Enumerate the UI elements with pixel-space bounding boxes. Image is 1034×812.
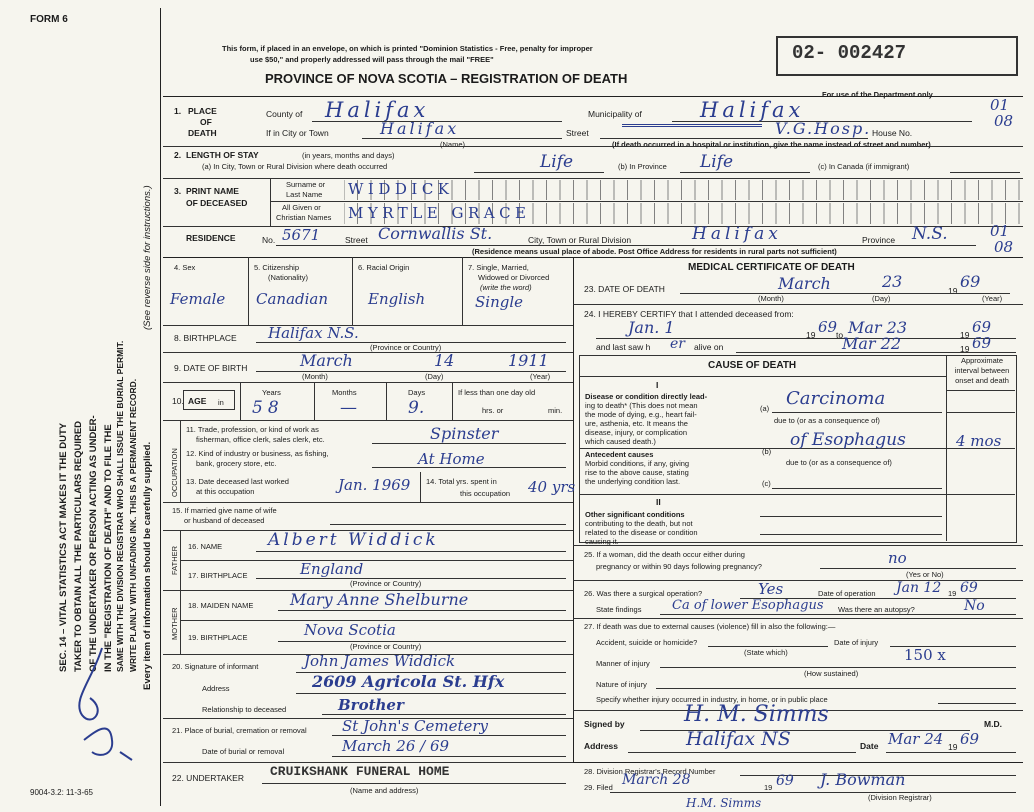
sidebar-line-3: OF THE UNDERTAKER OR PERSON ACTING AS UNDER- (88, 415, 99, 672)
residence-no-label: No. (262, 235, 276, 245)
cause-c-label: (c) (762, 479, 771, 488)
city-name-caption: (Name) (440, 140, 466, 149)
relationship-label: Relationship to deceased (202, 705, 287, 714)
q21-label: 21. Place of burial, cremation or removal (172, 726, 307, 735)
residence-street-value: Cornwallis St. (378, 224, 493, 243)
antecedent-label-4: the underlying condition last. (585, 477, 681, 486)
birthplace-value: Halifax N.S. (268, 324, 359, 342)
disease-label-5: disease, injury, or complication (585, 428, 687, 437)
sidebar-line-8: (See reverse side for instructions.) (142, 185, 153, 330)
q11-label-2: fisherman, office clerk, sales clerk, etc. (196, 435, 325, 444)
age-label: AGE (188, 396, 207, 406)
q24-label: 24. I HEREBY CERTIFY that I attended deceased from: (584, 309, 794, 319)
q26-label: 26. Was there a surgical operation? (584, 589, 703, 598)
q23-day-caption: (Day) (872, 294, 891, 303)
autopsy-label: Was there an autopsy? (838, 605, 915, 614)
residence-label: RESIDENCE (186, 233, 236, 243)
yes-no-caption: (Yes or No) (906, 570, 944, 579)
name-number: 3. (174, 186, 182, 196)
injury-date-label: Date of injury (834, 638, 879, 647)
dob-year-caption: (Year) (530, 372, 551, 381)
name-label-2: OF DECEASED (186, 198, 248, 208)
q20-value: John James Widdick (304, 652, 456, 670)
dob-year: 1911 (508, 351, 549, 370)
q24-to-year: 69 (972, 318, 992, 336)
place-label-3: DEATH (188, 128, 217, 138)
q24-to-prefix: 19 (960, 330, 970, 340)
dob-day-caption: (Day) (425, 372, 444, 381)
last-saw-label: and last saw h (596, 342, 651, 352)
racial-label: 6. Racial Origin (358, 263, 410, 272)
stay-number: 2. (174, 150, 182, 160)
op-year-prefix: 19 (948, 589, 957, 598)
marital-label-3: (write the word) (480, 283, 532, 292)
q18-value: Mary Anne Shelburne (290, 590, 469, 609)
q13-value: Jan. 1969 (338, 476, 411, 494)
q29-label: 29. Filed (584, 783, 613, 792)
q11-value: Spinster (430, 424, 499, 443)
less-than-day-label: If less than one day old (458, 388, 536, 397)
q13-label-2: at this occupation (196, 487, 255, 496)
municipality-value: Halifax (700, 98, 805, 122)
envelope-note-1: This form, if placed in an envelope, on which is printed "Dominion Statistics - Free, penalty for improper (222, 44, 593, 53)
medical-header: MEDICAL CERTIFICATE OF DEATH (688, 262, 855, 273)
cause-a-value: Carcinoma (786, 388, 886, 409)
informant-address: 2609 Agricola St. Hfx (312, 672, 505, 691)
filed-year-value: 69 (776, 773, 794, 789)
accident-label: Accident, suicide or homicide? (596, 638, 698, 647)
q24-to-label: to (836, 330, 844, 340)
other-label-4: causing it. (585, 537, 619, 546)
cause-a-label: (a) (760, 404, 770, 413)
op-date-value: Jan 12 (896, 580, 942, 596)
q14-value: 40 yrs (528, 478, 576, 496)
racial-value: English (368, 290, 426, 308)
county-value: Halifax (325, 98, 430, 122)
signer-address-label: Address (584, 741, 619, 751)
other-label-1: Other significant conditions (585, 510, 685, 519)
q20-label: 20. Signature of informant (172, 662, 259, 671)
disease-label-3: the mode of dying, e.g., heart fail- (585, 410, 697, 419)
dob-day: 14 (434, 351, 455, 370)
q25-label-2: pregnancy or within 90 days following pregnancy? (596, 562, 762, 571)
disease-label-6: which caused death.) (585, 437, 656, 446)
last-saw-pronoun: er (670, 336, 685, 352)
surname-label-2: Last Name (286, 190, 323, 199)
q17-caption: (Province or Country) (350, 579, 422, 588)
street-value: V.G.Hosp. (775, 119, 872, 138)
stay-province-value: Life (700, 152, 734, 172)
q16-label: 16. NAME (188, 542, 223, 551)
stay-hint: (in years, months and days) (302, 151, 395, 160)
residence-city-label: City, Town or Rural Division (528, 235, 632, 245)
state-which-caption: (State which) (744, 648, 788, 657)
form-title: PROVINCE OF NOVA SCOTIA – REGISTRATION OF DEATH (265, 71, 628, 86)
q15-label-1: 15. If married give name of wife (172, 506, 277, 515)
roman-one: I (656, 380, 659, 390)
q23-month: March (778, 274, 831, 293)
q24-from-prefix: 19 (806, 330, 816, 340)
filed-date-value: March 28 (622, 772, 691, 788)
signed-date-label: Date (860, 741, 879, 751)
q23-year: 69 (960, 272, 981, 291)
marital-label-1: 7. Single, Married, (468, 263, 529, 272)
bottom-signature: H.M. Simms (686, 796, 762, 810)
q13-label-1: 13. Date deceased last worked (186, 477, 289, 486)
sidebar-line-1: SEC. 14 – VITAL STATISTICS ACT MAKES IT THE DUTY (58, 422, 69, 672)
street-strikethrough (622, 124, 762, 135)
due-to-a: due to (or as a consequence of) (774, 416, 880, 425)
residence-city-value: Halifax (692, 224, 782, 244)
q14-label-2: this occupation (460, 489, 511, 498)
q24-to: Mar 23 (848, 318, 908, 337)
left-margin-rule (160, 8, 161, 806)
q25-label-1: 25. If a woman, did the death occur either during (584, 550, 745, 559)
q19-value: Nova Scotia (304, 621, 396, 639)
residence-note: (Residence means usual place of abode. Post Office Address for residents in rural parts not sufficient) (472, 247, 837, 256)
years-caption: Years (262, 388, 281, 397)
column-divider (573, 257, 574, 762)
days-caption: Days (408, 388, 426, 397)
stay-city-label: (a) In City, Town or Rural Division where death occurred (202, 162, 388, 171)
last-saw-prefix: 19 (960, 344, 970, 354)
other-label-3: related to the disease or condition (585, 528, 698, 537)
place-code-2: 08 (994, 112, 1014, 130)
birthplace-sub: (Province or Country) (370, 343, 442, 352)
autopsy-value: No (964, 598, 985, 614)
stay-province-label: (b) In Province (618, 162, 667, 171)
signed-date-value: Mar 24 (888, 730, 944, 748)
q14-label-1: 14. Total yrs. spent in (426, 477, 497, 486)
filed-year-prefix: 19 (764, 783, 773, 792)
informant-address-label: Address (202, 684, 230, 693)
dob-label: 9. DATE OF BIRTH (174, 363, 248, 373)
q12-label-1: 12. Kind of industry or business, as fishing, (186, 449, 329, 458)
marital-value: Single (475, 293, 524, 311)
place-label-2: OF (200, 117, 212, 127)
signed-by-value: H. M. Simms (684, 702, 829, 727)
other-label-2: contributing to the death, but not (585, 519, 693, 528)
q21-value: St John's Cemetery (342, 717, 489, 735)
last-saw-date: Mar 22 (842, 334, 902, 353)
place-number: 1. (174, 106, 182, 116)
last-saw-year: 69 (972, 334, 992, 352)
q15-label-2: or husband of deceased (184, 516, 265, 525)
manner-value: 150 x (904, 646, 946, 664)
antecedent-label-3: rise to the above cause, stating (585, 468, 689, 477)
surname-label-1: Surname or (286, 180, 326, 189)
father-section-label: FATHER (170, 545, 179, 575)
sidebar-line-4: IN THE "REGISTRATION OF DEATH" AND TO FILE THE (103, 424, 114, 672)
dob-month-caption: (Month) (302, 372, 328, 381)
registrar-caption: (Division Registrar) (868, 793, 932, 802)
due-to-b: due to (or as a consequence of) (786, 458, 892, 467)
months-caption: Months (332, 388, 357, 397)
citizenship-sub: (Nationality) (268, 273, 309, 282)
undertaker-stamp: CRUIKSHANK FUNERAL HOME (270, 764, 450, 779)
q17-value: England (300, 560, 364, 578)
header-rule (163, 96, 1023, 97)
signed-year-value: 69 (960, 730, 980, 748)
municipality-label: Municipality of (588, 109, 642, 119)
residence-no-value: 5671 (282, 226, 321, 244)
cause-b-label: (b) (762, 447, 772, 456)
age-in-label: in (218, 398, 224, 407)
disease-label-2: ing to death* (This does not mean (585, 401, 698, 410)
minutes-label: min. (548, 406, 563, 415)
q21b-value: March 26 / 69 (342, 737, 450, 755)
q24-from: Jan. 1 (628, 318, 675, 337)
county-label: County of (266, 109, 303, 119)
q19-label: 19. BIRTHPLACE (188, 633, 248, 642)
marital-label-2: Widowed or Divorced (478, 273, 550, 282)
q23-year-prefix: 19 (948, 286, 958, 296)
antecedent-label-1: Antecedent causes (585, 450, 654, 459)
stay-city-value: Life (540, 152, 574, 172)
age-days: 9. (408, 398, 425, 418)
q22-label: 22. UNDERTAKER (172, 773, 244, 783)
city-label: If in City or Town (266, 128, 329, 138)
mother-section-label: MOTHER (170, 607, 179, 640)
sidebar-line-5: SAME WITH THE DIVISION REGISTRAR WHO SHALL ISSUE THE BURIAL PERMIT. (115, 340, 125, 672)
antecedent-label-2: Morbid conditions, if any, giving (585, 459, 690, 468)
margin-handwritten-mark (62, 640, 152, 765)
q21b-label: Date of burial or removal (202, 747, 285, 756)
residence-code-2: 08 (994, 238, 1014, 256)
q27-label: 27. If death was due to external causes (violence) fill in also the following:— (584, 622, 836, 631)
q24-from-year: 69 (818, 318, 838, 336)
dob-month: March (300, 351, 353, 370)
interval-header: Approximate interval between onset and death (954, 356, 1010, 385)
op-date-label: Date of operation (818, 589, 876, 598)
q19-caption: (Province or Country) (350, 642, 422, 651)
md-label: M.D. (984, 719, 1002, 729)
q25-value: no (888, 549, 907, 567)
residence-street-label: Street (345, 235, 368, 245)
q12-label-2: bank, grocery store, etc. (196, 459, 277, 468)
disease-label-4: ure, asthenia, etc. It means the (585, 419, 688, 428)
manner-label: Manner of injury (596, 659, 650, 668)
signed-year-prefix: 19 (948, 742, 958, 752)
street-label: Street (566, 128, 589, 138)
age-number: 10. (172, 396, 184, 406)
q12-value: At Home (418, 450, 485, 468)
residence-province-value: N.S. (912, 224, 948, 244)
sex-label: 4. Sex (174, 263, 196, 272)
relationship-value: Brother (338, 696, 404, 714)
op-year-value: 69 (960, 580, 978, 596)
q18-label: 18. MAIDEN NAME (188, 601, 254, 610)
how-sustained-caption: (How sustained) (804, 669, 859, 678)
hours-label: hrs. or (482, 406, 504, 415)
given-label-2: Christian Names (276, 213, 332, 222)
house-number-label: House No. (872, 128, 913, 138)
nature-label: Nature of injury (596, 680, 647, 689)
sidebar-line-6: WRITE PLAINLY WITH UNFADING INK. THIS IS A PERMANENT RECORD. (128, 378, 138, 672)
given-names-value: MYRTLE GRACE (348, 204, 531, 222)
cause-b-value: of Esophagus (790, 430, 906, 450)
city-value: Halifax (380, 119, 460, 138)
q16-value: Albert Widdick (268, 530, 439, 550)
findings-value: Ca of lower Esophagus (672, 598, 824, 613)
q23-day: 23 (882, 272, 903, 291)
form-number: FORM 6 (30, 14, 68, 25)
department-use-note: For use of the Department only (822, 90, 933, 99)
q28-label: 28. Division Registrar's Record Number (584, 767, 716, 776)
q17-label: 17. BIRTHPLACE (188, 571, 248, 580)
registration-number: 02- 002427 (792, 42, 907, 64)
sex-value: Female (170, 290, 226, 308)
undertaker-caption: (Name and address) (350, 786, 419, 795)
signed-by-label: Signed by (584, 719, 625, 729)
occupation-section-label: OCCUPATION (170, 448, 179, 497)
stay-canada-label: (c) In Canada (if immigrant) (818, 162, 910, 171)
findings-label: State findings (596, 605, 642, 614)
alive-on-label: alive on (694, 342, 724, 352)
q26-value: Yes (758, 580, 784, 598)
surname-value: WIDDICK (348, 180, 454, 198)
residence-province-label: Province (862, 235, 896, 245)
q23-label: 23. DATE OF DEATH (584, 284, 665, 294)
sidebar-line-2: TAKER TO OBTAIN ALL THE PARTICULARS REQUIRED (73, 420, 84, 672)
age-years: 58 (252, 398, 284, 418)
place-code-1: 01 (990, 96, 1010, 114)
stay-label: LENGTH OF STAY (186, 150, 259, 160)
roman-two: II (656, 497, 661, 507)
envelope-note-2: use $50," and properly addressed will pass through the mail "FREE" (250, 55, 494, 64)
cause-header: CAUSE OF DEATH (708, 360, 797, 371)
given-label-1: All Given or (282, 203, 321, 212)
disease-label-1: Disease or condition directly lead- (585, 392, 708, 401)
place-label-1: PLACE (188, 106, 217, 116)
hospital-note: (If death occurred in a hospital or institution, give the name instead of street and number) (612, 140, 931, 149)
sidebar-line-7: Every item of information should be carefully supplied. (142, 441, 153, 690)
q23-year-caption: (Year) (982, 294, 1003, 303)
specify-label: Specify whether injury occurred in industry, in home, or in public place (596, 695, 828, 704)
signer-address-value: Halifax NS (686, 728, 791, 750)
form-code: 9004-3.2: 11-3-65 (30, 788, 94, 797)
q23-month-caption: (Month) (758, 294, 784, 303)
residence-code-1: 01 (990, 222, 1010, 240)
registrar-signature: J. Bowman (820, 770, 906, 789)
citizenship-value: Canadian (256, 290, 329, 308)
age-months: — (340, 398, 357, 418)
birthplace-label: 8. BIRTHPLACE (174, 333, 237, 343)
q11-label-1: 11. Trade, profession, or kind of work as (186, 425, 319, 434)
cause-b-interval: 4 mos (956, 432, 1002, 450)
citizenship-label: 5. Citizenship (254, 263, 300, 272)
name-label-1: PRINT NAME (186, 186, 239, 196)
